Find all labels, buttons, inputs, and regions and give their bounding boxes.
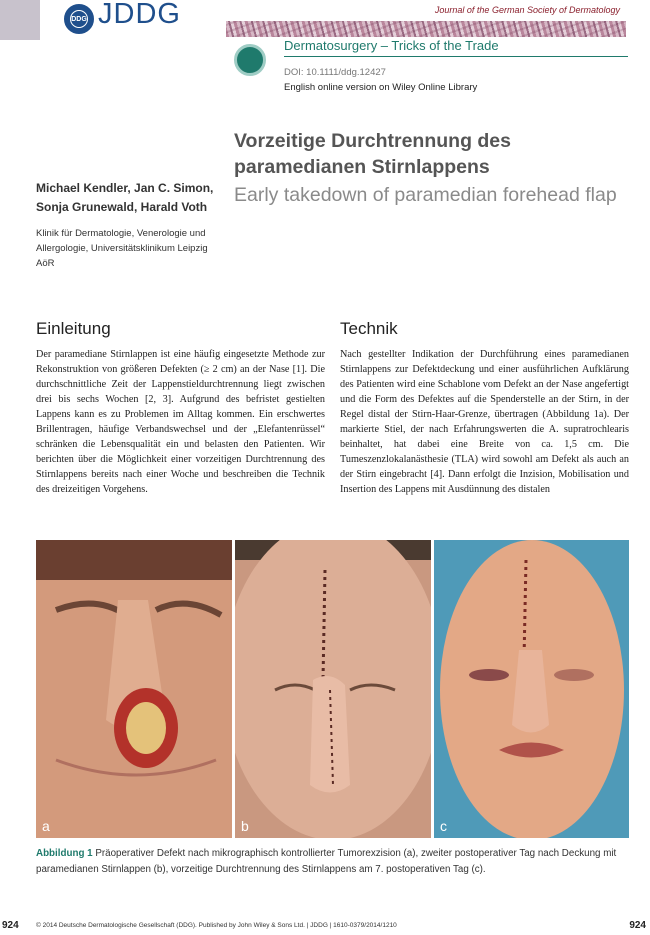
header-side-strip	[0, 0, 40, 40]
panel-label-b: b	[241, 818, 249, 834]
figure-panel-a	[36, 540, 232, 838]
figure-caption-text: Präoperativer Defekt nach mikrographisch kontrollierter Tumorexzision (a), zweiter postoperativer Tag nach Deckung mit paramedianen Stirnlappen (b), vorzeitige Durchtrennung des Stirnlappens am 7. postoperativen Tag (c).	[36, 848, 617, 875]
page-number-right: 924	[629, 920, 646, 931]
heading-einleitung: Einleitung	[36, 319, 111, 338]
histology-banner	[226, 21, 626, 37]
paragraph-technik: Nach gestellter Indikation der Durchführung eines paramedianen Stirnlappens zur Defektdeckung und einer ausführlichen Aufklärung des Patienten wird eine Schablone vom Defekt an der Nase angefertigt und die Form des Defektes auf die Spenderstelle an der Stirn, in der Regel distal der Stirn-Haar-Grenze, übertragen (Abbildung 1a). Der markierte Stiel, der nach Erfahrungswerten die A. supratrochlearis beinhaltet, hat dabei eine Breite von ca. 1,5 cm. Die Tumeszenzlokalanästhesie (TLA) wird sowohl am Defekt als auch an der Stirn eingebracht [4]. Dann erfolgt die Inzision, Mobilisation und Insertion des Lappens mit Ausdünnung des distalen	[340, 349, 629, 495]
copyright-footer: © 2014 Deutsche Dermatologische Gesellschaft (DDG). Published by John Wiley & Sons Ltd. | JDDG | 1610-0379/2014/1210	[36, 922, 397, 929]
journal-logo: JDDG	[98, 0, 181, 30]
figure-panel-b	[235, 540, 431, 838]
panel-label-c: c	[440, 818, 447, 834]
panel-label-a: a	[42, 818, 50, 834]
authors: Michael Kendler, Jan C. Simon, Sonja Grunewald, Harald Voth	[36, 181, 214, 214]
section-divider	[284, 56, 628, 57]
doi-text: DOI: 10.1111/ddg.12427	[284, 67, 386, 78]
journal-subtitle: Journal of the German Society of Dermatology	[434, 5, 620, 15]
heading-technik: Technik	[340, 319, 398, 338]
paragraph-einleitung: Der paramediane Stirnlappen ist eine häufig eingesetzte Methode zur Rekonstruktion von größeren Defekten (≥ 2 cm) an der Nase [1]. Die durchschnittliche Zeit der Lappenstieldurchtrennung liegt zwischen drei bis sechs Wochen [2, 3]. Aufgrund des befristet gestielten Lappens kann es zu Problemen im Alltag kommen. Ein erschwertes Brillentragen, häufige Verbandswechsel und der „Elefantenrüssel“ schränken die Lebensqualität ein und belasten den Patienten. Wir berichten über die Möglichkeit einer vorzeitigen Durchtrennung des Stirnlappens bereits nach einer Woche und beschreiben die Technik des dreizeitigen Vorgehens.	[36, 349, 325, 495]
figure-caption-label: Abbildung 1	[36, 848, 93, 859]
article-title-english: Early takedown of paramedian forehead flap	[234, 184, 617, 206]
section-circle-icon	[234, 44, 266, 76]
postoperative-photo-c	[434, 540, 629, 838]
online-version-text: English online version on Wiley Online Library	[284, 82, 478, 93]
figure-panel-c	[434, 540, 629, 838]
section-label: Dermatosurgery – Tricks of the Trade	[284, 38, 499, 53]
preoperative-photo-a	[36, 540, 232, 838]
postoperative-photo-b	[235, 540, 431, 838]
figure-caption	[36, 846, 626, 878]
article-title-german: Vorzeitige Durchtrennung des paramedianen Stirnlappens	[234, 130, 511, 178]
affiliation: Klinik für Dermatologie, Venerologie und Allergologie, Universitätsklinikum Leipzig AöR	[36, 228, 208, 269]
ddg-seal-logo: DDG	[64, 4, 94, 34]
page-number-left: 924	[2, 920, 19, 931]
